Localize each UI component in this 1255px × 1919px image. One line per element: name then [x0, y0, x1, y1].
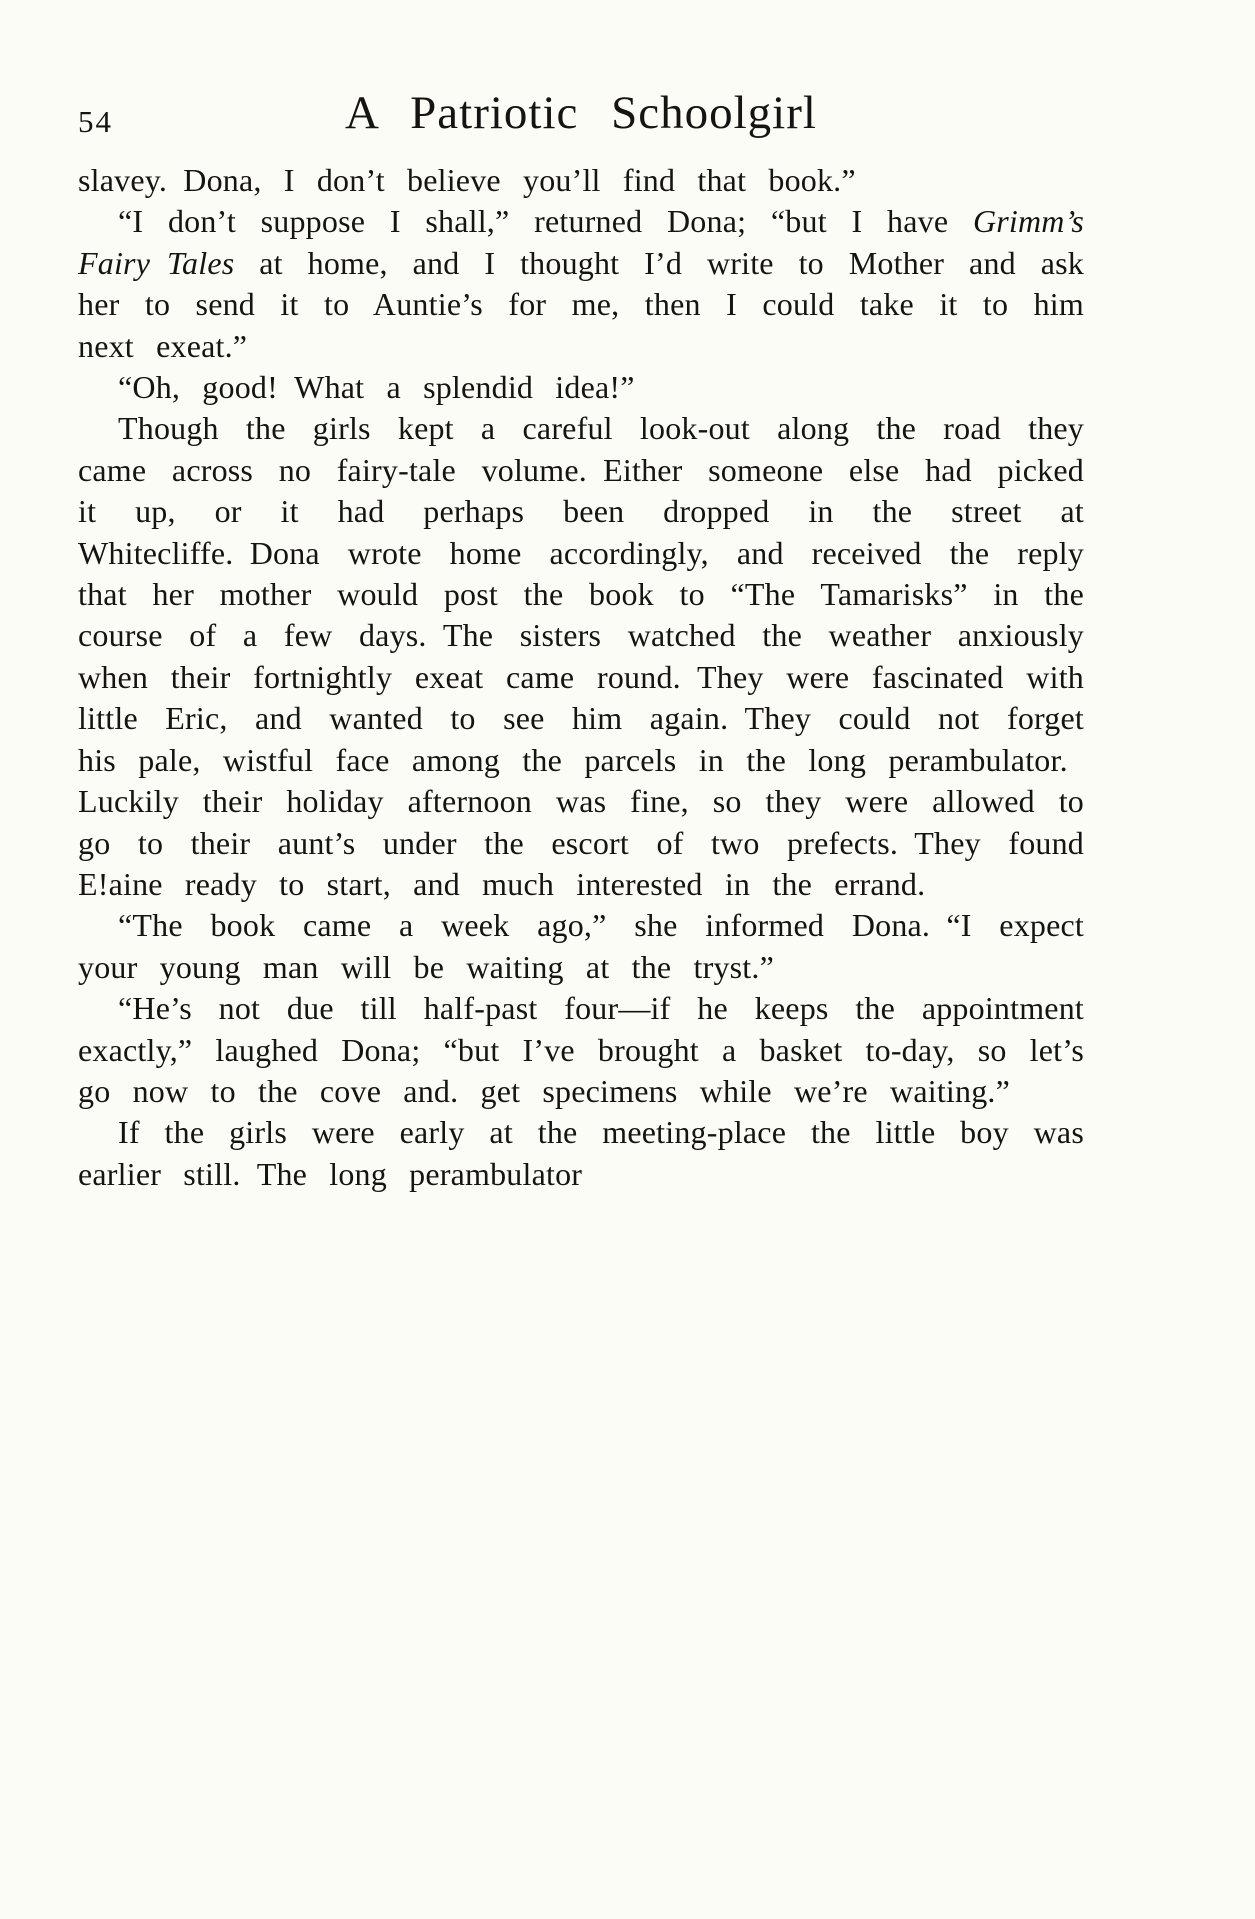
- paragraph: [78, 905, 1084, 988]
- text-run: Though the girls kept a careful look-out along the road they came across no fairy-tale volume. Either someone else had picked it up, or it had perhaps been dropped in the street at Whitecliffe. Dona wrote home accordingly, and received the reply that her mother would post the book to “The Tamarisks” in the course of a few days. The sisters watched the weather anxiously when their fortnightly exeat came round. They were fascinated with little Eric, and wanted to see him again. They could not forget his pale, wistful face among the parcels in the long perambulator. Luckily their holiday afternoon was fine, so they were allowed to go to their aunt’s under the escort of two prefects. They found E!aine ready to start, and much interested in the errand.: [78, 410, 1084, 902]
- text-run: “The book came a week ago,” she informed Dona. “I expect your young man will be waiting at the tryst.”: [78, 907, 1084, 985]
- paragraph: [78, 201, 1084, 367]
- page-number: 54: [78, 104, 113, 139]
- book-title-italic: Grimm’s Fairy Tales: [78, 203, 1084, 281]
- paragraph: [78, 988, 1084, 1112]
- text-run: “He’s not due till half-past four—if he keeps the appointment exactly,” laughed Dona; “but I’ve brought a basket to-day, so let’s go now to the cove and. get specimens while we’re waiting.”: [78, 990, 1084, 1109]
- paragraph: [78, 408, 1084, 905]
- paragraph: [78, 160, 1084, 201]
- paragraph: [78, 1112, 1084, 1195]
- paragraph: [78, 367, 1084, 408]
- body-text: [78, 160, 1084, 1195]
- page-header: [78, 82, 1084, 144]
- text-run: at home, and I thought I’d write to Mother and ask her to send it to Auntie’s for me, then I could take it to him next exeat.”: [78, 244, 1084, 364]
- text-run: “Oh, good! What a splendid idea!”: [118, 369, 635, 406]
- text-run: “I don’t suppose I shall,” returned Dona; “but I have: [118, 203, 973, 240]
- running-header-title: A Patriotic Schoolgirl: [345, 87, 817, 139]
- text-run: slavey. Dona, I don’t believe you’ll find that book.”: [78, 162, 856, 198]
- text-run: If the girls were early at the meeting-place the little boy was earlier still. The long perambulator: [78, 1114, 1084, 1192]
